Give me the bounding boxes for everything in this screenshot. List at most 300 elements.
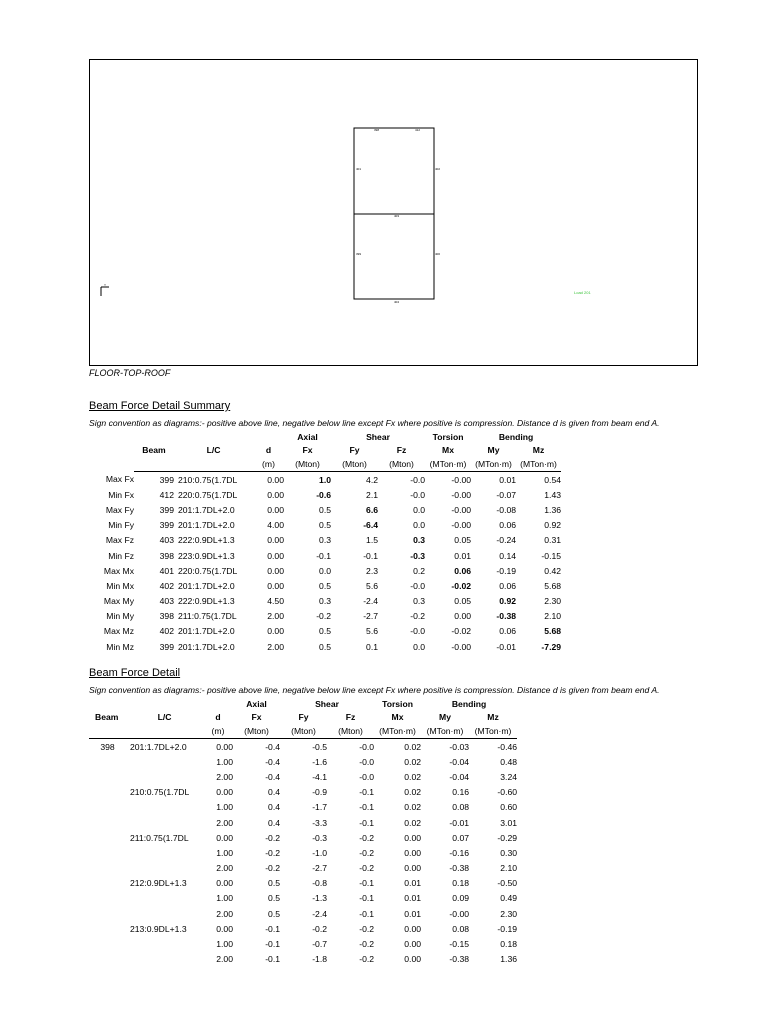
beam-cell: 399	[159, 504, 174, 515]
column-header: Fz	[396, 445, 407, 456]
load-case-cell: 201:1.7DL+2.0	[178, 504, 235, 515]
mx-cell: 0.05	[454, 596, 472, 607]
table-row	[89, 876, 517, 891]
mx-cell: 0.02	[404, 741, 422, 752]
fz-cell: -0.0	[410, 580, 426, 591]
beam-cell: 401	[159, 565, 174, 576]
column-header: d	[265, 445, 272, 456]
my-cell: 0.16	[452, 787, 470, 798]
fy-cell: -0.2	[312, 923, 327, 934]
d-cell: 0.00	[267, 626, 284, 637]
mx-cell: 0.01	[404, 908, 422, 919]
load-case-cell: 211:0.75(1.7DL	[178, 611, 237, 622]
beam-cell	[89, 936, 126, 951]
fx-cell: -0.2	[316, 611, 331, 622]
table-row	[89, 502, 561, 517]
row-label: Max Mx	[103, 565, 134, 576]
load-case-cell: 212:0.9DL+1.3	[130, 878, 187, 889]
unit-label: (Mton)	[378, 457, 425, 472]
my-cell: 0.14	[499, 550, 517, 561]
column-header: Mz	[487, 712, 499, 723]
table-row	[89, 785, 517, 800]
mx-cell: 0.00	[404, 832, 422, 843]
table-row	[89, 769, 517, 784]
fx-cell: -0.1	[316, 550, 331, 561]
mx-cell: 0.01	[404, 878, 422, 889]
mx-cell: 0.00	[404, 939, 422, 950]
fy-cell: -0.7	[312, 939, 327, 950]
fz-cell: 0.0	[413, 504, 426, 515]
unit-label: (Mton)	[331, 457, 378, 472]
axis-label: Y	[104, 283, 107, 287]
beam-cell	[89, 845, 126, 860]
fy-cell: -2.4	[312, 908, 327, 919]
fx-cell: -0.1	[265, 954, 280, 965]
fx-cell: 0.5	[268, 878, 280, 889]
mx-cell: 0.02	[404, 756, 422, 767]
unit-label: (Mton)	[233, 724, 280, 739]
unit-label: (m)	[253, 457, 284, 472]
beam-cell: 402	[159, 580, 174, 591]
d-cell: 4.50	[267, 596, 284, 607]
member-label: 404	[394, 300, 400, 304]
load-case-cell: 220:0.75(1.7DL	[178, 565, 238, 576]
column-header: My	[439, 712, 451, 723]
shear-header: Shear	[366, 431, 390, 442]
fx-cell: 0.3	[319, 596, 331, 607]
fz-cell: -0.0	[410, 474, 426, 485]
mz-cell: 0.49	[500, 893, 518, 904]
column-header: Fz	[345, 712, 356, 723]
table-row	[89, 624, 561, 639]
mx-cell: 0.06	[454, 565, 472, 576]
load-case-cell	[126, 769, 203, 784]
d-cell: 0.00	[267, 489, 284, 500]
fx-cell: -0.2	[265, 847, 280, 858]
fz-cell: -0.2	[359, 954, 375, 965]
fz-cell: -0.1	[359, 787, 375, 798]
table-row	[89, 639, 561, 654]
fx-cell: -0.1	[265, 923, 280, 934]
d-cell: 0.00	[267, 550, 284, 561]
load-label: Load 201	[574, 290, 591, 295]
my-cell: -0.01	[449, 817, 470, 828]
mz-cell: -0.19	[497, 923, 518, 934]
fx-cell: 0.4	[268, 787, 280, 798]
column-header: Fy	[349, 445, 360, 456]
beam-cell: 398	[100, 741, 115, 752]
my-cell: 0.06	[499, 520, 517, 531]
drawing-caption: FLOOR-TOP-ROOF	[89, 368, 171, 378]
fx-cell: 0.5	[268, 908, 280, 919]
detail-rows	[89, 739, 517, 967]
d-cell: 2.00	[216, 863, 233, 874]
mz-cell: 0.54	[544, 474, 562, 485]
mz-cell: 2.30	[500, 908, 518, 919]
fx-cell: 0.5	[319, 641, 331, 652]
table-row	[89, 548, 561, 563]
my-cell: -0.15	[449, 939, 470, 950]
mz-cell: -7.29	[541, 641, 562, 652]
d-cell: 4.00	[267, 520, 284, 531]
table-row	[89, 921, 517, 936]
mz-cell: -0.29	[497, 832, 518, 843]
mz-cell: 0.48	[500, 756, 518, 767]
summary-group-header	[89, 430, 561, 444]
load-case-cell	[126, 815, 203, 830]
d-cell: 0.00	[216, 787, 233, 798]
column-header: Fy	[298, 712, 309, 723]
fz-cell: -0.1	[359, 893, 375, 904]
axis-triad-icon	[101, 283, 109, 296]
table-row	[89, 952, 517, 967]
my-cell: 0.06	[499, 626, 517, 637]
table-row	[89, 936, 517, 951]
my-cell: 0.08	[452, 802, 470, 813]
fy-cell: -1.8	[312, 954, 327, 965]
unit-label: (Mton)	[284, 457, 331, 472]
beam-cell	[89, 861, 126, 876]
beam-cell	[89, 754, 126, 769]
detail-table	[89, 697, 517, 967]
mz-cell: 0.30	[500, 847, 518, 858]
fx-cell: -0.6	[316, 489, 331, 500]
member-label: 402	[435, 167, 441, 171]
mx-cell: -0.00	[451, 489, 472, 500]
d-cell: 1.00	[216, 847, 233, 858]
load-case-cell: 201:1.7DL+2.0	[130, 741, 187, 752]
my-cell: -0.19	[496, 565, 517, 576]
mx-cell: -0.00	[451, 641, 472, 652]
mx-cell: -0.00	[451, 474, 472, 485]
mz-cell: 3.24	[500, 771, 518, 782]
my-cell: -0.16	[449, 847, 470, 858]
unit-label: (Mton)	[280, 724, 327, 739]
table-row	[89, 739, 517, 755]
member-label: 399	[356, 252, 362, 256]
summary-units-row	[89, 457, 561, 472]
row-label: Min Fz	[108, 550, 134, 561]
mx-cell: 0.02	[404, 787, 422, 798]
my-cell: -0.00	[449, 908, 470, 919]
d-cell: 2.00	[216, 954, 233, 965]
fz-cell: -0.0	[359, 741, 375, 752]
mz-cell: 0.92	[544, 520, 562, 531]
column-header: Mx	[442, 445, 454, 456]
load-case-cell	[126, 936, 203, 951]
row-label: Min Fx	[108, 489, 134, 500]
fy-cell: -1.0	[312, 847, 327, 858]
fx-cell: -0.4	[265, 771, 280, 782]
detail-note: Sign convention as diagrams:- positive above line, negative below line except Fx where positive is compression. Distance d is given from beam end A.	[89, 685, 660, 695]
my-cell: -0.04	[449, 756, 470, 767]
row-label: Min Fy	[108, 520, 134, 531]
mz-cell: 0.18	[500, 939, 518, 950]
fy-cell: 4.2	[366, 474, 378, 485]
beam-cell: 399	[159, 520, 174, 531]
row-label: Max Mz	[103, 626, 134, 637]
load-case-cell	[126, 952, 203, 967]
beam-cell	[89, 815, 126, 830]
d-cell: 0.00	[216, 741, 233, 752]
fz-cell: -0.1	[359, 802, 375, 813]
fy-cell: -6.4	[363, 520, 378, 531]
d-cell: 2.00	[216, 908, 233, 919]
fy-cell: -1.3	[312, 893, 327, 904]
fz-cell: -0.2	[359, 923, 375, 934]
load-case-cell	[126, 845, 203, 860]
detail-title: Beam Force Detail	[89, 667, 181, 679]
fy-cell: -0.3	[312, 832, 327, 843]
mx-cell: -0.00	[451, 504, 472, 515]
unit-label: (MTon·m)	[469, 724, 517, 739]
load-case-cell: 201:1.7DL+2.0	[178, 626, 235, 637]
summary-rows	[89, 472, 561, 655]
column-header: Fx	[251, 712, 262, 723]
fy-cell: 5.6	[366, 626, 378, 637]
load-case-cell	[126, 800, 203, 815]
row-label: Max Fy	[105, 504, 134, 515]
load-case-cell: 201:1.7DL+2.0	[178, 580, 235, 591]
d-cell: 0.00	[267, 535, 284, 546]
unit-label: (MTon·m)	[516, 457, 561, 472]
my-cell: 0.06	[499, 580, 517, 591]
mz-cell: 3.01	[500, 817, 518, 828]
shear-header: Shear	[315, 698, 339, 709]
fy-cell: -0.9	[312, 787, 327, 798]
fy-cell: 0.1	[366, 641, 378, 652]
table-row	[89, 518, 561, 533]
fz-cell: -0.2	[359, 863, 375, 874]
table-row	[89, 578, 561, 593]
fx-cell: 1.0	[319, 474, 331, 485]
load-case-cell: 210:0.75(1.7DL	[130, 787, 190, 798]
fy-cell: -2.7	[363, 611, 378, 622]
fz-cell: -0.0	[359, 756, 375, 767]
load-case-cell: 223:0.9DL+1.3	[178, 550, 235, 561]
member-label: 401	[356, 167, 362, 171]
fx-cell: 0.5	[319, 504, 331, 515]
beam-cell: 412	[159, 489, 174, 500]
beam-cell	[89, 906, 126, 921]
mz-cell: 2.10	[544, 611, 562, 622]
beam-cell	[89, 876, 126, 891]
table-row	[89, 891, 517, 906]
d-cell: 0.00	[267, 580, 284, 591]
fz-cell: -0.1	[359, 878, 375, 889]
beam-cell	[89, 891, 126, 906]
load-case-cell: 211:0.75(1.7DL	[130, 832, 189, 843]
summary-column-header	[89, 444, 561, 458]
my-cell: -0.08	[496, 504, 517, 515]
mz-cell: 5.68	[544, 580, 562, 591]
mz-cell: -0.46	[497, 741, 518, 752]
load-case-cell	[126, 754, 203, 769]
beam-cell: 399	[159, 474, 174, 485]
structure-drawing	[89, 59, 698, 366]
my-cell: 0.92	[499, 596, 517, 607]
fx-cell: 0.5	[268, 893, 280, 904]
mx-cell: 0.01	[404, 893, 422, 904]
my-cell: -0.03	[449, 741, 470, 752]
mz-cell: 1.36	[544, 504, 562, 515]
fy-cell: 2.3	[366, 565, 378, 576]
fz-cell: -0.0	[410, 489, 426, 500]
table-row	[89, 906, 517, 921]
my-cell: -0.01	[496, 641, 517, 652]
axial-header: Axial	[297, 431, 318, 442]
beam-cell: 402	[159, 626, 174, 637]
unit-label: (MTon·m)	[421, 724, 469, 739]
d-cell: 1.00	[216, 802, 233, 813]
fy-cell: -2.4	[363, 596, 378, 607]
beam-cell	[89, 785, 126, 800]
unit-label: (Mton)	[327, 724, 374, 739]
fx-cell: 0.3	[319, 535, 331, 546]
load-case-cell	[126, 906, 203, 921]
member-label: 400	[435, 252, 441, 256]
mx-cell: 0.00	[404, 923, 422, 934]
summary-table	[89, 430, 561, 654]
mx-cell: 0.02	[404, 802, 422, 813]
member-label: 403	[394, 214, 400, 218]
column-header: Beam	[95, 712, 119, 723]
my-cell: -0.38	[496, 611, 517, 622]
torsion-header: Torsion	[432, 431, 464, 442]
d-cell: 2.00	[216, 817, 233, 828]
bending-header: Bending	[451, 698, 487, 709]
d-cell: 1.00	[216, 939, 233, 950]
torsion-header: Torsion	[382, 698, 413, 709]
row-label: Max My	[103, 596, 134, 607]
fx-cell: 0.5	[319, 626, 331, 637]
mx-cell: 0.00	[404, 954, 422, 965]
table-row	[89, 861, 517, 876]
load-case-cell: 213:0.9DL+1.3	[130, 923, 187, 934]
beam-cell	[89, 769, 126, 784]
table-row	[89, 609, 561, 624]
mz-cell: 1.36	[500, 954, 518, 965]
my-cell: 0.09	[452, 893, 470, 904]
frame-diagram	[90, 60, 699, 367]
fy-cell: 2.1	[366, 489, 378, 500]
column-header: L/C	[206, 445, 221, 456]
row-label: Max Fz	[105, 535, 134, 546]
mx-cell: -0.00	[451, 520, 472, 531]
mx-cell: 0.00	[404, 863, 422, 874]
beam-cell: 399	[159, 641, 174, 652]
column-header: Fx	[302, 445, 313, 456]
fz-cell: -0.1	[359, 817, 375, 828]
d-cell: 0.00	[216, 878, 233, 889]
member-label: 398	[374, 128, 380, 132]
fy-cell: -3.3	[312, 817, 327, 828]
fy-cell: -0.1	[363, 550, 378, 561]
fz-cell: -0.2	[410, 611, 426, 622]
fz-cell: 0.0	[413, 520, 426, 531]
unit-label: (MTon·m)	[374, 724, 421, 739]
member-label: 412	[415, 128, 421, 132]
my-cell: 0.08	[452, 923, 470, 934]
d-cell: 0.00	[216, 832, 233, 843]
table-row	[89, 830, 517, 845]
mz-cell: -0.15	[541, 550, 562, 561]
load-case-cell: 210:0.75(1.7DL	[178, 474, 238, 485]
column-header: L/C	[157, 712, 172, 723]
my-cell: 0.01	[499, 474, 517, 485]
column-header: Mx	[391, 712, 404, 723]
d-cell: 2.00	[267, 611, 284, 622]
fx-cell: -0.2	[265, 863, 280, 874]
mz-cell: 0.60	[500, 802, 518, 813]
table-row	[89, 800, 517, 815]
table-row	[89, 845, 517, 860]
d-cell: 0.00	[267, 565, 284, 576]
summary-note: Sign convention as diagrams:- positive above line, negative below line except Fx where positive is compression. Distance d is given from beam end A.	[89, 418, 660, 428]
fy-cell: 5.6	[366, 580, 378, 591]
row-label: Min Mx	[106, 580, 134, 591]
my-cell: 0.07	[452, 832, 470, 843]
table-row	[89, 533, 561, 548]
load-case-cell: 201:1.7DL+2.0	[178, 641, 235, 652]
load-case-cell	[126, 891, 203, 906]
beam-cell	[89, 952, 126, 967]
table-row	[89, 815, 517, 830]
table-row	[89, 487, 561, 502]
fz-cell: -0.2	[359, 832, 375, 843]
mx-cell: -0.02	[451, 626, 472, 637]
d-cell: 1.00	[216, 893, 233, 904]
column-header: d	[215, 712, 221, 723]
my-cell: -0.24	[496, 535, 517, 546]
fz-cell: -0.2	[359, 939, 375, 950]
d-cell: 1.00	[216, 756, 233, 767]
fx-cell: 0.0	[319, 565, 331, 576]
fz-cell: 0.0	[413, 641, 426, 652]
fy-cell: -0.5	[312, 741, 327, 752]
load-case-cell	[126, 861, 203, 876]
load-case-cell: 222:0.9DL+1.3	[178, 535, 235, 546]
beam-cell	[89, 800, 126, 815]
d-cell: 0.00	[267, 504, 284, 515]
fx-cell: 0.5	[319, 520, 331, 531]
column-header: Beam	[142, 445, 166, 456]
mz-cell: 1.43	[544, 489, 562, 500]
fy-cell: 1.5	[366, 535, 378, 546]
mx-cell: 0.00	[404, 847, 422, 858]
summary-title: Beam Force Detail Summary	[89, 400, 231, 412]
d-cell: 2.00	[216, 771, 233, 782]
fy-cell: -2.7	[312, 863, 327, 874]
d-cell: 0.00	[267, 474, 284, 485]
my-cell: -0.38	[449, 954, 470, 965]
fx-cell: 0.4	[268, 817, 280, 828]
fy-cell: -1.6	[312, 756, 327, 767]
d-cell: 0.00	[216, 923, 233, 934]
mx-cell: -0.02	[451, 580, 472, 591]
my-cell: 0.18	[452, 878, 470, 889]
fz-cell: -0.0	[359, 771, 375, 782]
load-case-cell: 201:1.7DL+2.0	[178, 520, 235, 531]
fx-cell: -0.4	[265, 756, 280, 767]
fz-cell: -0.0	[410, 626, 426, 637]
load-case-cell: 220:0.75(1.7DL	[178, 489, 238, 500]
bending-header: Bending	[498, 431, 534, 442]
my-cell: -0.07	[496, 489, 517, 500]
row-label: Min My	[106, 611, 134, 622]
detail-units-row	[89, 724, 517, 739]
mz-cell: 2.30	[544, 596, 562, 607]
